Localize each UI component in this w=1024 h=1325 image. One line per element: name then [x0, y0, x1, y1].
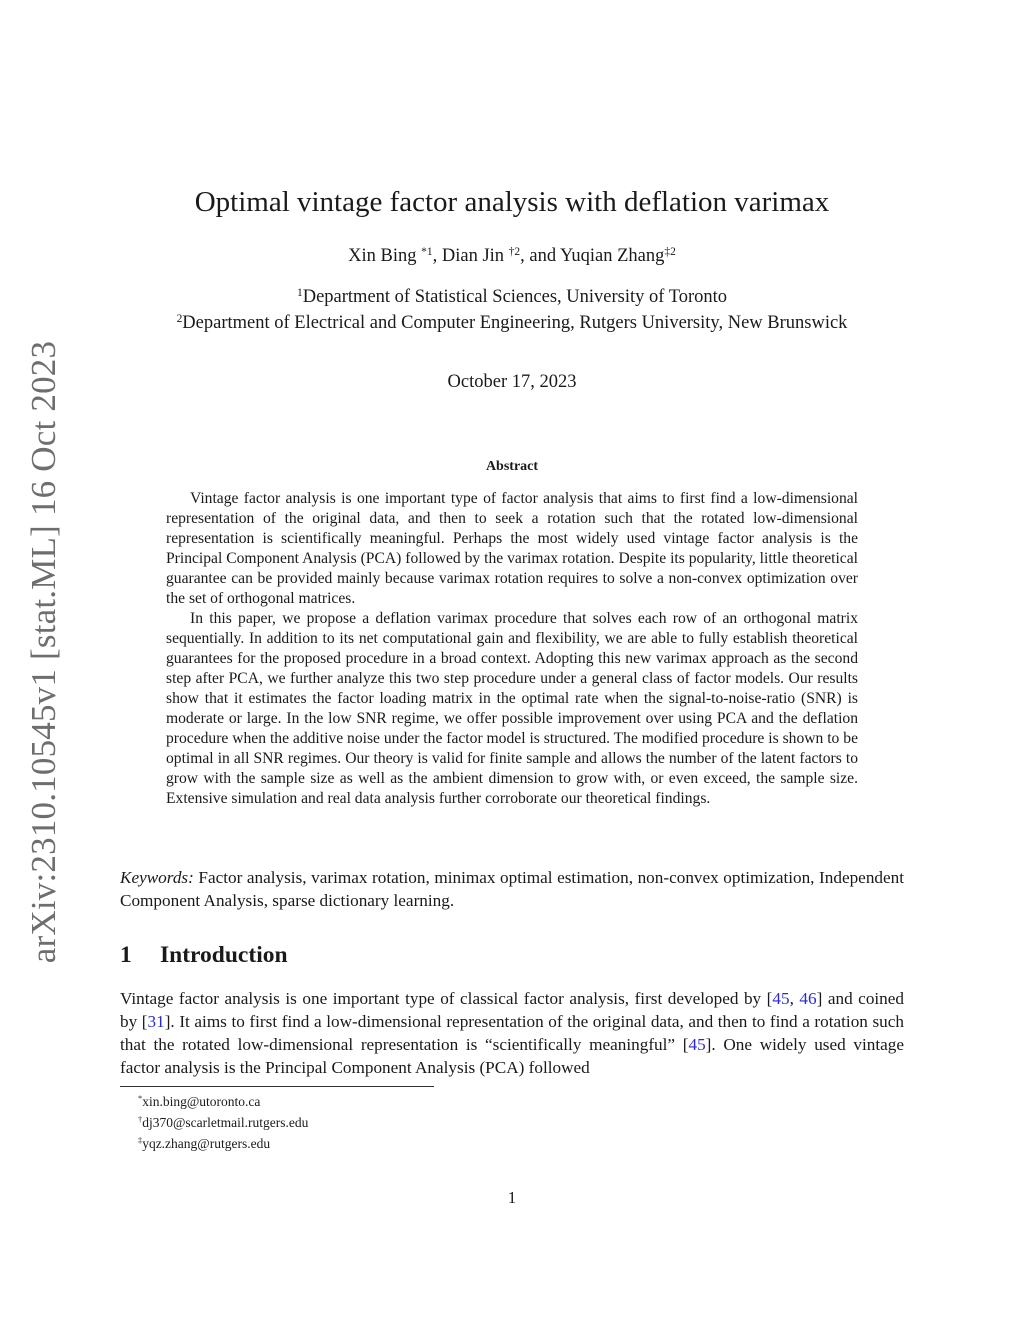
introduction-body — [120, 987, 904, 1079]
keywords — [120, 866, 904, 912]
footnote-email-3: yqz.zhang@rutgers.edu — [142, 1136, 271, 1151]
intro-text-3: ] and coined by [ — [120, 989, 904, 1031]
affiliations — [120, 285, 904, 337]
footnote-email-2: dj370@scarletmail.rutgers.edu — [142, 1115, 309, 1130]
footnote-3 — [138, 1134, 308, 1155]
section-number: 1 — [120, 942, 132, 968]
citation-link-45b[interactable]: 45 — [688, 1035, 706, 1054]
paper-title: Optimal vintage factor analysis with deflation varimax — [194, 186, 830, 218]
footnote-mark-1: * — [138, 1094, 143, 1104]
footnotes — [138, 1092, 308, 1155]
arxiv-identifier: arXiv:2310.10545v1 [stat.ML] 16 Oct 2023 — [24, 340, 63, 964]
abstract-body — [166, 489, 858, 809]
intro-text-5: ]. One widely used vintage factor analysis is the Principal Component Analysis (PCA) followed — [120, 1035, 904, 1077]
author-mark-1: *1 — [421, 245, 433, 258]
abstract-paragraph-1: Vintage factor analysis is one important type of factor analysis that aims to first find a low-dimensional representation of the original data, and then to seek a rotation such that the rotated low-dimensional representation is scientifically meaningful. Perhaps the most widely used vintage factor analysis is the Principal Component Analysis (PCA) followed by the varimax rotation. Despite its popularity, little theoretical guarantee can be provided mainly because varimax rotation requires to solve a non-convex optimization over the set of orthogonal matrices. — [166, 490, 858, 607]
citation-link-46[interactable]: 46 — [799, 989, 817, 1008]
author-line — [120, 243, 904, 271]
affiliation-text-1: Department of Statistical Sciences, University of Toronto — [302, 287, 727, 307]
footnote-divider — [120, 1086, 434, 1087]
section-heading-introduction — [120, 940, 288, 970]
citation-link-31[interactable]: 31 — [147, 1012, 165, 1031]
author-mark-2: †2 — [508, 245, 521, 258]
affiliation-text-2: Department of Electrical and Computer Engineering, Rutgers University, New Brunswick — [182, 313, 848, 333]
affiliation-2 — [120, 311, 904, 337]
footnote-email-1: xin.bing@utoronto.ca — [142, 1094, 261, 1109]
author-mark-3: ‡2 — [664, 245, 676, 258]
citation-link-45[interactable]: 45 — [772, 989, 790, 1008]
affiliation-mark-2: 2 — [176, 312, 183, 325]
author-name-3: , and Yuqian Zhang — [520, 246, 665, 266]
paper-date: October 17, 2023 — [447, 372, 577, 392]
intro-text-2: , — [789, 989, 800, 1008]
author-name-1: Xin Bing — [348, 246, 422, 266]
intro-text-1: Vintage factor analysis is one important type of classical factor analysis, first developed by [ — [120, 989, 773, 1008]
affiliation-1 — [120, 285, 904, 311]
author-name-2: , Dian Jin — [432, 246, 509, 266]
keywords-text: Factor analysis, varimax rotation, minimax optimal estimation, non-convex optimization, Independent Component Analysis, sparse dictionary learning. — [120, 868, 904, 910]
abstract-heading: Abstract — [485, 459, 539, 474]
abstract-paragraph-2: In this paper, we propose a deflation varimax procedure that solves each row of an orthogonal matrix sequentially. In addition to its net computational gain and flexibility, we are able to fully establish theoretical guarantees for the proposed procedure in a broad context. Adopting this new varimax approach as the second step after PCA, we further analyze this two step procedure under a general class of factor models. Our results show that it estimates the factor loading matrix in the optimal rate when the signal-to-noise-ratio (SNR) is moderate or large. In the low SNR regime, we offer possible improvement over using PCA and the deflation procedure when the additive noise under the factor model is structured. The modified procedure is shown to be optimal in all SNR regimes. Our theory is valid for finite sample and allows the number of the latent factors to grow with the sample size as well as the ambient dimension to grow with, or even exceed, the sample size. Extensive simulation and real data analysis further corroborate our theoretical findings. — [166, 610, 858, 807]
section-title: Introduction — [160, 942, 288, 968]
footnote-mark-2: † — [138, 1115, 143, 1125]
footnote-mark-3: ‡ — [138, 1136, 143, 1146]
footnote-2 — [138, 1113, 308, 1134]
intro-paragraph — [120, 987, 904, 1079]
keywords-label: Keywords: — [120, 868, 194, 887]
page-number: 1 — [507, 1188, 517, 1207]
affiliation-mark-1: 1 — [296, 286, 303, 299]
intro-text-4: ]. It aims to first find a low-dimensional representation of the original data, and then to find a rotation such that the rotated low-dimensional representation is “scientifically meaningful” [ — [120, 1012, 904, 1054]
footnote-1 — [138, 1092, 308, 1113]
